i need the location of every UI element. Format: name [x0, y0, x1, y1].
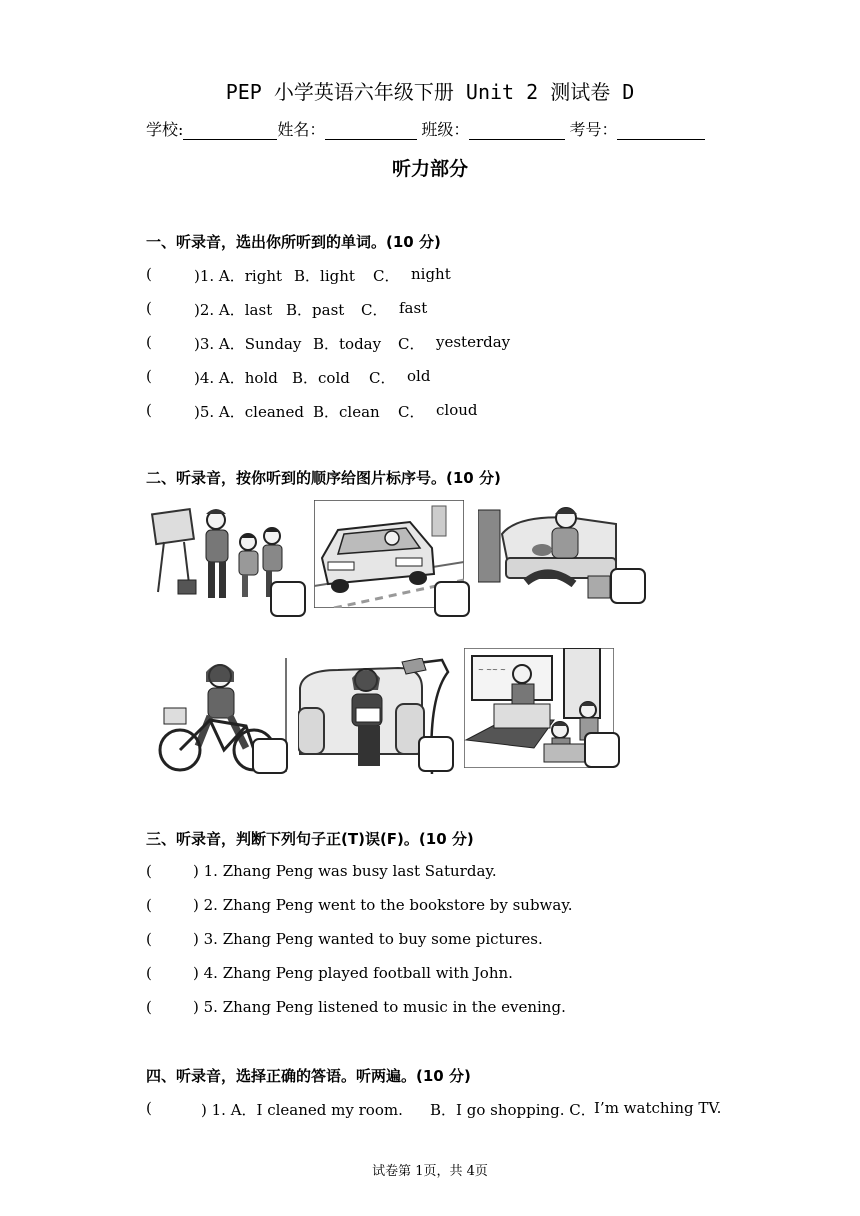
- answer-box-5[interactable]: [418, 736, 454, 772]
- name-label: 姓名：: [277, 120, 326, 139]
- section4-heading: 四、听录音，选择正确的答语。听两遍。(10 分): [146, 1067, 471, 1085]
- section1-heading: 一、听录音，选出你所听到的单词。(10 分): [146, 233, 441, 251]
- option-c: I’m watching TV.: [594, 1099, 722, 1117]
- answer-box-2[interactable]: [434, 581, 470, 617]
- student-info-line: [146, 117, 705, 140]
- answer-paren[interactable]: (: [146, 333, 152, 351]
- listening-subtitle: 听力部分: [391, 158, 468, 180]
- option-c-label: C．: [369, 369, 396, 387]
- svg-text:~ ~~ ~: ~ ~~ ~: [478, 666, 506, 674]
- statement-text: ) 2. Zhang Peng went to the bookstore by subway.: [193, 896, 573, 914]
- option-c: yesterday: [436, 333, 511, 351]
- statement-text: ) 1. Zhang Peng was busy last Saturday.: [193, 862, 497, 880]
- option-c: night: [411, 265, 451, 283]
- class-label: 班级：: [421, 120, 470, 139]
- answer-paren[interactable]: (: [146, 299, 152, 317]
- option-c: fast: [399, 299, 428, 317]
- name-blank[interactable]: [325, 121, 417, 140]
- section3-heading: 三、听录音，判断下列句子正(T)误(F)。(10 分): [146, 830, 474, 848]
- statement-text: ) 5. Zhang Peng listened to music in the evening.: [193, 998, 566, 1016]
- number-blank[interactable]: [617, 121, 705, 140]
- statement-text: ) 3. Zhang Peng wanted to buy some pictures.: [193, 930, 543, 948]
- picture-man-on-sofa: [478, 504, 620, 604]
- answer-box-1[interactable]: [270, 581, 306, 617]
- option-b: B．light: [294, 267, 355, 285]
- option-a: ) 1. A．I cleaned my room.: [201, 1101, 403, 1119]
- answer-box-6[interactable]: [584, 732, 620, 768]
- option-c-label: C．: [373, 267, 400, 285]
- option-a: )1. A．right: [194, 267, 283, 285]
- answer-paren[interactable]: (: [146, 998, 152, 1016]
- school-blank[interactable]: [183, 121, 277, 140]
- option-a: )2. A．last: [194, 301, 273, 319]
- option-b: B．today: [313, 335, 382, 353]
- option-c: cloud: [436, 401, 478, 419]
- option-b: B．clean: [313, 403, 380, 421]
- statement-text: ) 4. Zhang Peng played football with John.: [193, 964, 513, 982]
- answer-box-4[interactable]: [252, 738, 288, 774]
- option-b: B．I go shopping. C．: [430, 1101, 596, 1119]
- answer-paren[interactable]: (: [146, 930, 152, 948]
- option-b: B．cold: [292, 369, 350, 387]
- number-label: 考号：: [569, 120, 618, 139]
- answer-paren[interactable]: (: [146, 1099, 152, 1117]
- answer-paren[interactable]: (: [146, 401, 152, 419]
- option-c-label: C．: [398, 403, 425, 421]
- option-c-label: C．: [361, 301, 388, 319]
- answer-paren[interactable]: (: [146, 265, 152, 283]
- option-c-label: C．: [398, 335, 425, 353]
- document-title: PEP 小学英语六年级下册 Unit 2 测试卷 D: [225, 80, 635, 104]
- school-label: 学校:: [146, 120, 184, 139]
- answer-paren[interactable]: (: [146, 862, 152, 880]
- answer-paren[interactable]: (: [146, 367, 152, 385]
- answer-paren[interactable]: (: [146, 896, 152, 914]
- answer-paren[interactable]: (: [146, 964, 152, 982]
- option-a: )4. A．hold: [194, 369, 278, 387]
- class-blank[interactable]: [469, 121, 565, 140]
- option-c: old: [407, 367, 431, 385]
- page-footer: 试卷第 1页，共 4页: [372, 1164, 488, 1179]
- option-a: )5. A．cleaned: [194, 403, 304, 421]
- option-a: )3. A．Sunday: [194, 335, 302, 353]
- option-b: B．past: [286, 301, 345, 319]
- section2-heading: 二、听录音，按你听到的顺序给图片标序号。(10 分): [146, 469, 501, 487]
- answer-box-3[interactable]: [610, 568, 646, 604]
